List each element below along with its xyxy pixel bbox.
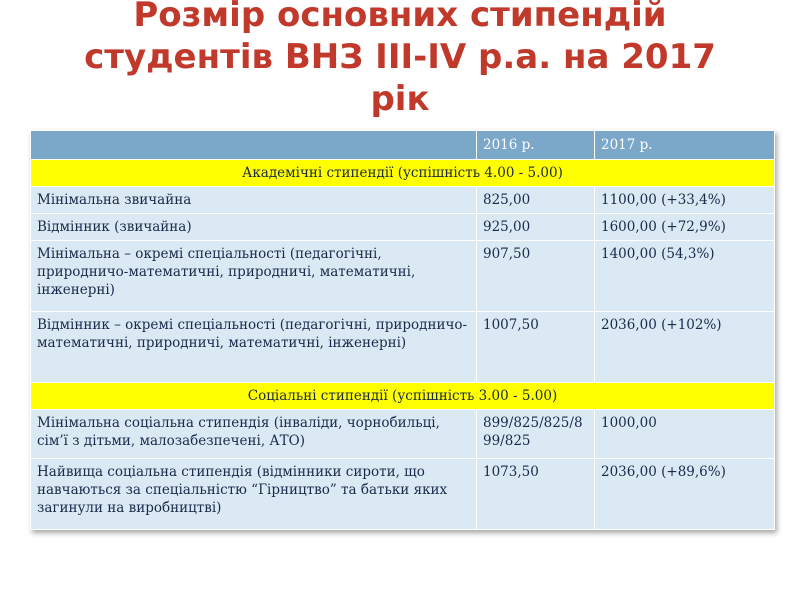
row-2017: 1400,00 (54,3%) xyxy=(595,241,775,312)
header-2017: 2017 р. xyxy=(595,131,775,160)
title-line-2: студентів ВНЗ ІІІ-IV р.а. на 2017 xyxy=(84,37,716,77)
table-row xyxy=(31,459,775,530)
row-2016: 1007,50 xyxy=(477,312,595,383)
slide-title xyxy=(0,0,800,120)
row-2016: 925,00 xyxy=(477,214,595,241)
row-2016: 1073,50 xyxy=(477,459,595,530)
scholarship-table xyxy=(30,130,775,530)
table-header-row xyxy=(31,131,775,160)
section-row-social xyxy=(31,383,775,410)
title-line-3: рік xyxy=(370,79,430,119)
table-row xyxy=(31,410,775,459)
row-2016: 907,50 xyxy=(477,241,595,312)
row-2016: 825,00 xyxy=(477,187,595,214)
row-2017: 1000,00 xyxy=(595,410,775,459)
header-empty-cell xyxy=(31,131,477,160)
row-name: Відмінник (звичайна) xyxy=(31,214,477,241)
row-name: Мінімальна – окремі спеціальності (педагогічні, природничо-математичні, природничі, математичні, інженерні) xyxy=(31,241,477,312)
header-2016: 2016 р. xyxy=(477,131,595,160)
section-social-label: Соціальні стипендії (успішність 3.00 - 5.00) xyxy=(31,383,775,410)
table-row xyxy=(31,312,775,383)
row-name: Найвища соціальна стипендія (відмінники сироти, що навчаються за спеціальністю “Гірництво” та батьки яких загинули на виробництві) xyxy=(31,459,477,530)
row-name: Мінімальна звичайна xyxy=(31,187,477,214)
table-row xyxy=(31,241,775,312)
row-name: Мінімальна соціальна стипендія (інваліди, чорнобильці, сім’ї з дітьми, малозабезпечені, АТО) xyxy=(31,410,477,459)
table-row xyxy=(31,187,775,214)
row-2017: 1600,00 (+72,9%) xyxy=(595,214,775,241)
row-2016: 899/825/825/899/825 xyxy=(477,410,595,459)
row-name: Відмінник – окремі спеціальності (педагогічні, природничо-математичні, природничі, математичні, інженерні) xyxy=(31,312,477,383)
row-2017: 1100,00 (+33,4%) xyxy=(595,187,775,214)
row-2017: 2036,00 (+89,6%) xyxy=(595,459,775,530)
table-row xyxy=(31,214,775,241)
title-line-1: Розмір основних стипендій xyxy=(133,0,667,35)
section-row-academic xyxy=(31,160,775,187)
section-academic-label: Академічні стипендії (успішність 4.00 - 5.00) xyxy=(31,160,775,187)
row-2017: 2036,00 (+102%) xyxy=(595,312,775,383)
